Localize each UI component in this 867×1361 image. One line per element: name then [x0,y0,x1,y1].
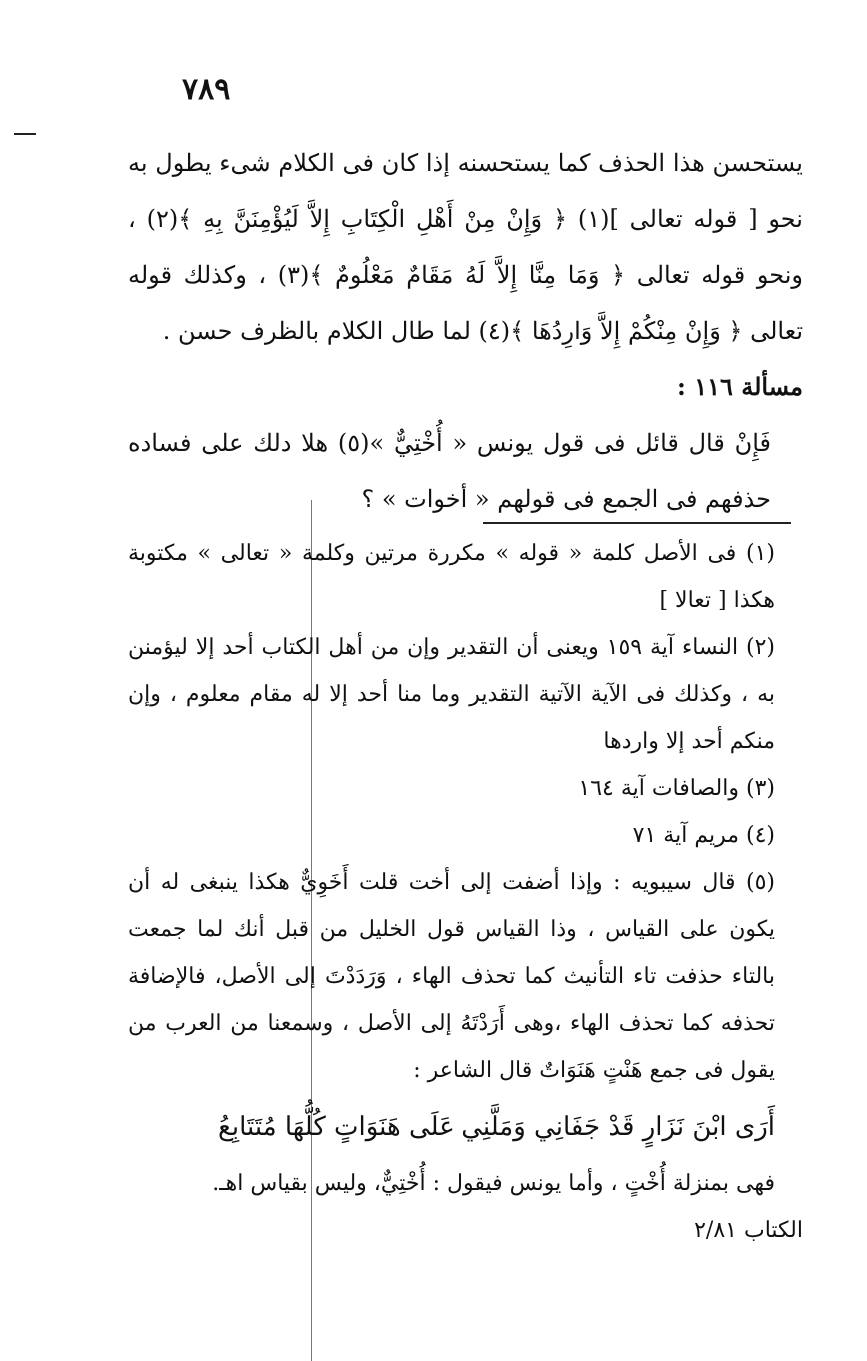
footnote-1: (١) فى الأصل كلمة « قوله » مكررة مرتين وكلمة « تعالى » مكتوبة هكذا [ تعالا ] [128,541,775,613]
footnote-separator [483,522,791,524]
verse-first-hemistich: أَرَى ابْنَ نَزَارٍ قَدْ جَفَانِي وَمَلَّنِي [461,1112,775,1142]
margin-mark [14,133,36,135]
masala-heading: مسألة ١١٦ : [676,372,803,401]
main-text [128,135,803,527]
footnotes [128,530,803,1254]
question-paragraph: فَإِنْ قال قائل فى قول يونس « أُخْتِيٌّ »(٥) هلا دلك على فساده حذفهم فى الجمع فى قولهم « أخوات » ؟ [128,429,771,513]
footnote-5-source: الكتاب ٢/٨١ [694,1218,803,1243]
footnote-5: (٥) قال سيبويه : وإذا أضفت إلى أخت قلت أَخَوِيٌّ هكذا ينبغى له أن يكون على القياس ، وذا القياس قول الخليل من قبل أنك لما جمعت بالتاء حذفت تاء التأنيث كما تحذف الهاء ، وَرَدَدْتَ إلى الأصل، فالإضافة تحذفه كما تحذف الهاء ،وهى أَرَدْتَهُ إلى الأصل ، وسمعنا من العرب من يقول فى جمع هَنْتٍ هَنَوَاتٌ قال الشاعر : [128,870,775,1083]
footnote-5-continued: فهى بمنزلة أُخْتٍ ، وأما يونس فيقول : أُخْتِيٌّ، وليس بقياس اهـ. [212,1171,775,1196]
page-number: ٧٨٩ [182,72,231,107]
footnote-4: (٤) مريم آية ٧١ [632,823,775,848]
footnote-2: (٢) النساء آية ١٥٩ ويعنى أن التقدير وإن من أهل الكتاب أحد إلا ليؤمنن به ، وكذلك فى الآية الآتية التقدير وما منا أحد إلا له مقام معلوم ، وإن منكم أحد إلا واردها [128,635,775,754]
footnote-3: (٣) والصافات آية ١٦٤ [578,776,775,801]
main-paragraph: يستحسن هذا الحذف كما يستحسنه إذا كان فى الكلام شىء يطول به نحو [ قوله تعالى ](١) ﴿ وَإِنْ مِنْ أَهْلِ الْكِتَابِ إِلاَّ لَيُؤْمِنَنَّ بِهِ ﴾(٢) ، ونحو قوله تعالى ﴿ وَمَا مِنَّا إِلاَّ لَهُ مَقَامٌ مَعْلُومٌ ﴾(٣) ، وكذلك قوله تعالى ﴿ وَإِنْ مِنْكُمْ إِلاَّ وَارِدُهَا ﴾(٤) لما طال الكلام بالظرف حسن . [128,149,803,345]
poetry-verse [218,1094,775,1160]
verse-second-hemistich: عَلَى هَنَوَاتٍ كُلُّهَا مُتَتَابِعُ [218,1112,455,1142]
